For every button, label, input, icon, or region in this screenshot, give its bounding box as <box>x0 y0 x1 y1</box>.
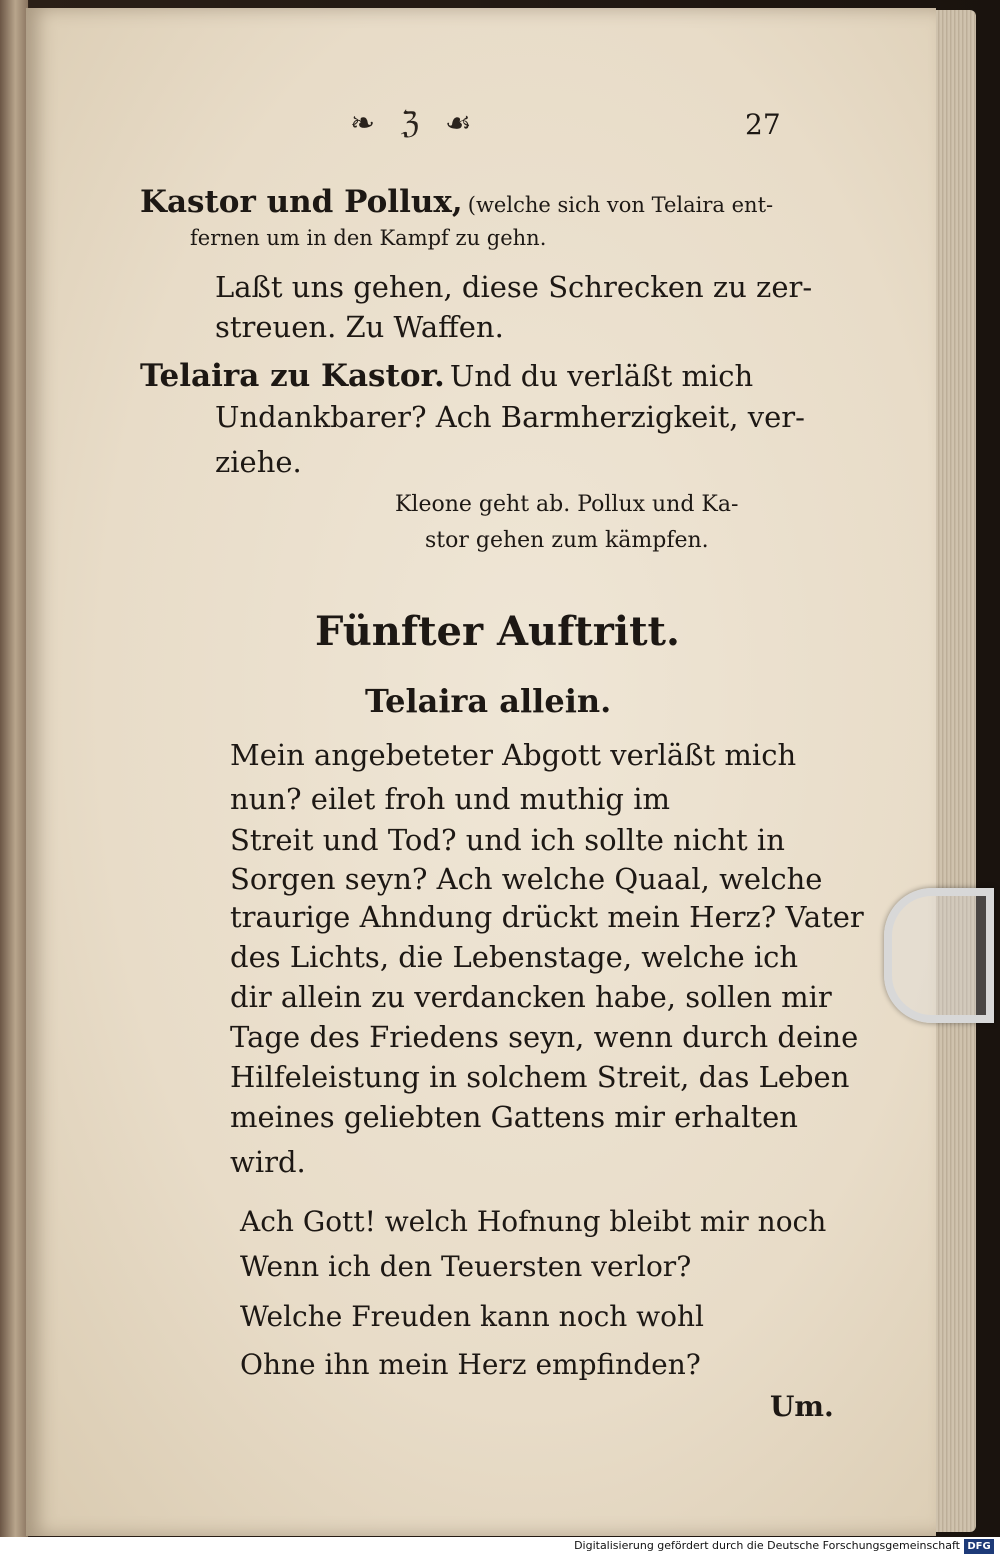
monologue-line: wird. <box>230 1145 306 1179</box>
dialogue-line: ziehe. <box>215 445 302 479</box>
monologue-line: dir allein zu verdancken habe, sollen mir <box>230 980 832 1014</box>
scene-title: Fünfter Auftritt. <box>315 608 680 655</box>
dialogue-line: Laßt uns gehen, diese Schrecken zu zer- <box>215 270 813 304</box>
page-clip <box>884 888 994 1023</box>
catchword: Um. <box>770 1390 834 1423</box>
monologue-line: Tage des Friedens seyn, wenn durch deine <box>230 1020 859 1054</box>
page-block-edges <box>936 10 976 1532</box>
speaker-line-1 <box>140 184 773 220</box>
stage-direction: fernen um in den Kampf zu gehn. <box>190 226 547 250</box>
header-ornament: ❧ ℨ ☙ <box>350 106 480 141</box>
verse-line: Welche Freuden kann noch wohl <box>240 1300 704 1333</box>
monologue-line: traurige Ahndung drückt mein Herz? Vater <box>230 900 864 934</box>
monologue-line: des Lichts, die Lebenstage, welche ich <box>230 940 799 974</box>
speaker-line-2 <box>140 358 753 394</box>
monologue-line: Hilfeleistung in solchem Streit, das Leben <box>230 1060 850 1094</box>
verse-line: Ach Gott! welch Hofnung bleibt mir noch <box>240 1205 827 1238</box>
dialogue-line: Und du verläßt mich <box>449 359 754 393</box>
speaker-name: Kastor und Pollux, <box>140 184 463 220</box>
speaker-name: Telaira zu Kastor. <box>140 358 445 394</box>
monologue-line: Sorgen seyn? Ach welche Quaal, welche <box>230 862 823 896</box>
monologue-line: Mein angebeteter Abgott verläßt mich <box>230 738 797 772</box>
footer-credit: Digitalisierung gefördert durch die Deutsche Forschungsgemeinschaft <box>574 1539 960 1552</box>
verse-line: Wenn ich den Teuersten verlor? <box>240 1250 692 1283</box>
facing-page-edge <box>0 0 28 1540</box>
exit-direction: Kleone geht ab. Pollux und Ka- <box>395 492 739 517</box>
monologue-line: meines geliebten Gattens mir erhalten <box>230 1100 798 1134</box>
verse-line: Ohne ihn mein Herz empfinden? <box>240 1348 701 1381</box>
page-number: 27 <box>745 108 781 141</box>
stage-direction: (welche sich von Telaira ent- <box>467 193 774 217</box>
dfg-logo: DFG <box>964 1539 994 1554</box>
monologue-line: Streit und Tod? und ich sollte nicht in <box>230 823 785 857</box>
exit-direction: stor gehen zum kämpfen. <box>425 528 709 553</box>
monologue-line: nun? eilet froh und muthig im <box>230 782 670 816</box>
character-heading: Telaira allein. <box>365 682 612 720</box>
dialogue-line: streuen. Zu Waffen. <box>215 310 504 344</box>
dialogue-line: Undankbarer? Ach Barmherzigkeit, ver- <box>215 400 805 434</box>
